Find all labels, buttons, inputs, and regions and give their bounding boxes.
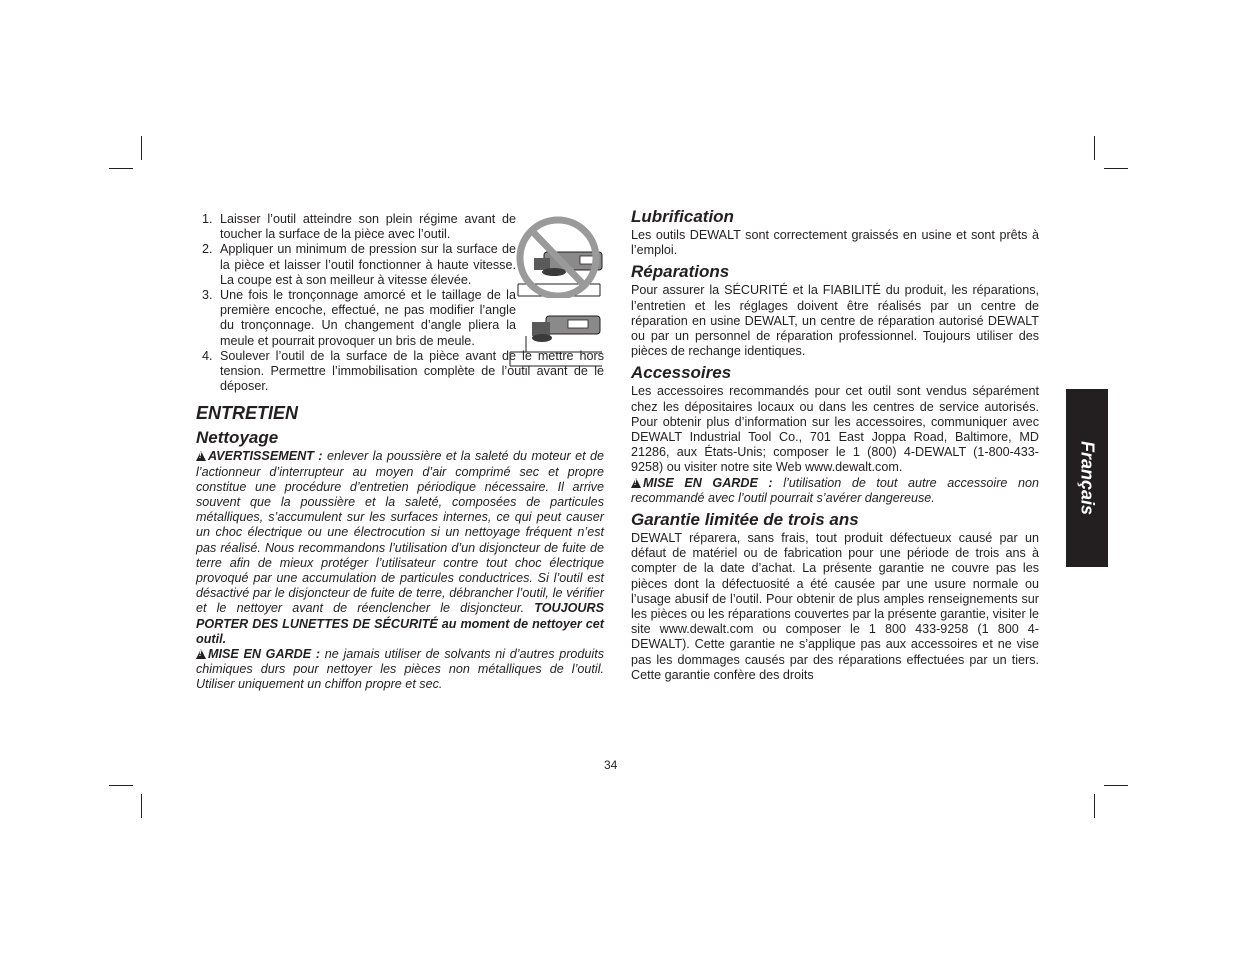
accessoires-caution — [631, 476, 1039, 506]
accessoires-text: Les accessoires recommandés pour cet outil sont vendus séparément chez les dépositaires locaux ou dans les centres de service autorisés. Pour obtenir plus d’information sur les accessoires, communiquer avec DEWALT Industrial Tool Co., 701 East Joppa Road, Baltimore, MD 21286, aux États-Unis; composer le 1 (800) 4-DEWALT (1-800-433-9258) ou visiter notre site Web www.dewalt.com. — [631, 384, 1039, 475]
lubrification-title: Lubrification — [631, 207, 734, 226]
warning-triangle-icon — [196, 649, 206, 659]
garantie-title: Garantie limitée de trois ans — [631, 510, 859, 530]
section-title: ENTRETIEN — [196, 403, 299, 424]
warning-text: enlever la poussière et la saleté du moteur et de l’actionneur d’interrupteur au moyen d’air comprimé sec et propre constitue une procédure d’entretien périodique nécessaire. Il arrive souvent que la poussière et la saleté, composées de particules métalliques, s’accumulent sur les surfaces internes, ce qui peut causer un choc électrique ou une électrocution si un nettoyage fréquent n’est pas réalisé. Nous recommandons l’utilisation d’un disjoncteur de fuite de terre afin de mieux protéger l’utilisateur contre tout choc électrique provoqué par une accumulation de particules conductrices. Si l’outil est désactivé par le disjoncteur de fuite de terre, débrancher l’outil, le vérifier et le nettoyer avant de réenclencher le disjoncteur. — [196, 449, 604, 616]
warning-triangle-icon — [196, 451, 206, 461]
warning-triangle-icon — [631, 478, 641, 488]
step-number: 2. — [202, 242, 213, 257]
caution-text: ne jamais utiliser de solvants ni d’autres produits chimiques durs pour nettoyer les pièces non métalliques de l’outil. Utiliser uniquement un chiffon propre et sec. — [196, 647, 605, 692]
step-text: Une fois le tronçonnage amorcé et le taillage de la première encoche, effectué, ne pas modifier l’angle du tronçonnage. Un changement d’angle pliera la meule et pourrait provoquer un bris de meule. — [220, 288, 516, 348]
caution-text: l’utilisation de tout autre accessoire non recommandé avec l’outil pourrait s’avérer dangereuse. — [631, 475, 1039, 505]
crop-mark — [1094, 794, 1095, 818]
caution-label: MISE EN GARDE : — [643, 475, 773, 490]
lubrification-text: Les outils DEWALT sont correctement graissés en usine et sont prêts à l’emploi. — [631, 228, 1039, 258]
crop-mark — [109, 785, 133, 786]
language-tab-label: Français — [1077, 440, 1098, 516]
step-text: Appliquer un minimum de pression sur la surface de la pièce et laisser l’outil fonctionner à haute vitesse. La coupe est à son meilleur à vitesse élevée. — [220, 242, 516, 287]
warning-paragraph — [196, 449, 604, 647]
step-number: 1. — [202, 212, 213, 226]
list-item — [196, 349, 604, 395]
language-tab — [1066, 389, 1108, 567]
crop-mark — [141, 794, 142, 818]
crop-mark — [109, 168, 133, 169]
list-item — [196, 212, 516, 242]
right-column — [631, 207, 1039, 683]
step-text: Soulever l’outil de la surface de la pièce avant de le mettre hors tension. Permettre l’immobilisation complète de l’outil avant de le déposer. — [220, 348, 604, 394]
warning-label: AVERTISSEMENT : — [208, 449, 323, 464]
left-column — [196, 212, 604, 693]
step-text: Laisser l’outil atteindre son plein régime avant de toucher la surface de la pièce avec l’outil. — [220, 212, 516, 242]
reparations-text: Pour assurer la SÉCURITÉ et la FIABILITÉ du produit, les réparations, l’entretien et les réglages doivent être réalisés par un centre de réparation en usine DEWALT, un centre de réparation autorisé DEWALT ou par un personnel de réparation professionnel. Toujours utiliser des pièces de rechange identiques. — [631, 283, 1039, 359]
garantie-text: DEWALT réparera, sans frais, tout produit défectueux causé par un défaut de matériel ou de fabrication pour une période de trois ans à compter de la date d’achat. La présente garantie ne couvre pas les pièces dont la défectuosité a été causée par une usure normale ou l’usage abusif de l’outil. Pour obtenir de plus amples renseignements sur les pièces ou les réparations couvertes par la présente garantie, visiter le site www.dewalt.com ou composer le 1 800 433-9258 (1 800 4-DEWALT). Cette garantie ne s’applique pas aux accessoires et ne vise pas les dommages causés par des réparations effectuées par un tiers. Cette garantie confère des droits — [631, 531, 1039, 682]
subsection-title: Nettoyage — [196, 428, 279, 448]
warning-bold-text: TOUJOURS PORTER DES LUNETTES DE SÉCURITÉ au moment de nettoyer cet outil. — [196, 601, 604, 646]
accessoires-title: Accessoires — [631, 363, 732, 383]
list-item — [196, 288, 516, 349]
list-item — [196, 242, 516, 288]
crop-mark — [1104, 168, 1128, 169]
reparations-title: Réparations — [631, 262, 730, 282]
caution-label: MISE EN GARDE : — [208, 647, 321, 662]
crop-mark — [141, 136, 142, 160]
crop-mark — [1094, 136, 1095, 160]
step-number: 3. — [202, 288, 213, 303]
page-number: 34 — [604, 758, 618, 772]
procedure-steps — [196, 212, 604, 394]
caution-paragraph — [196, 647, 604, 693]
step-number: 4. — [202, 348, 213, 363]
crop-mark — [1104, 785, 1128, 786]
